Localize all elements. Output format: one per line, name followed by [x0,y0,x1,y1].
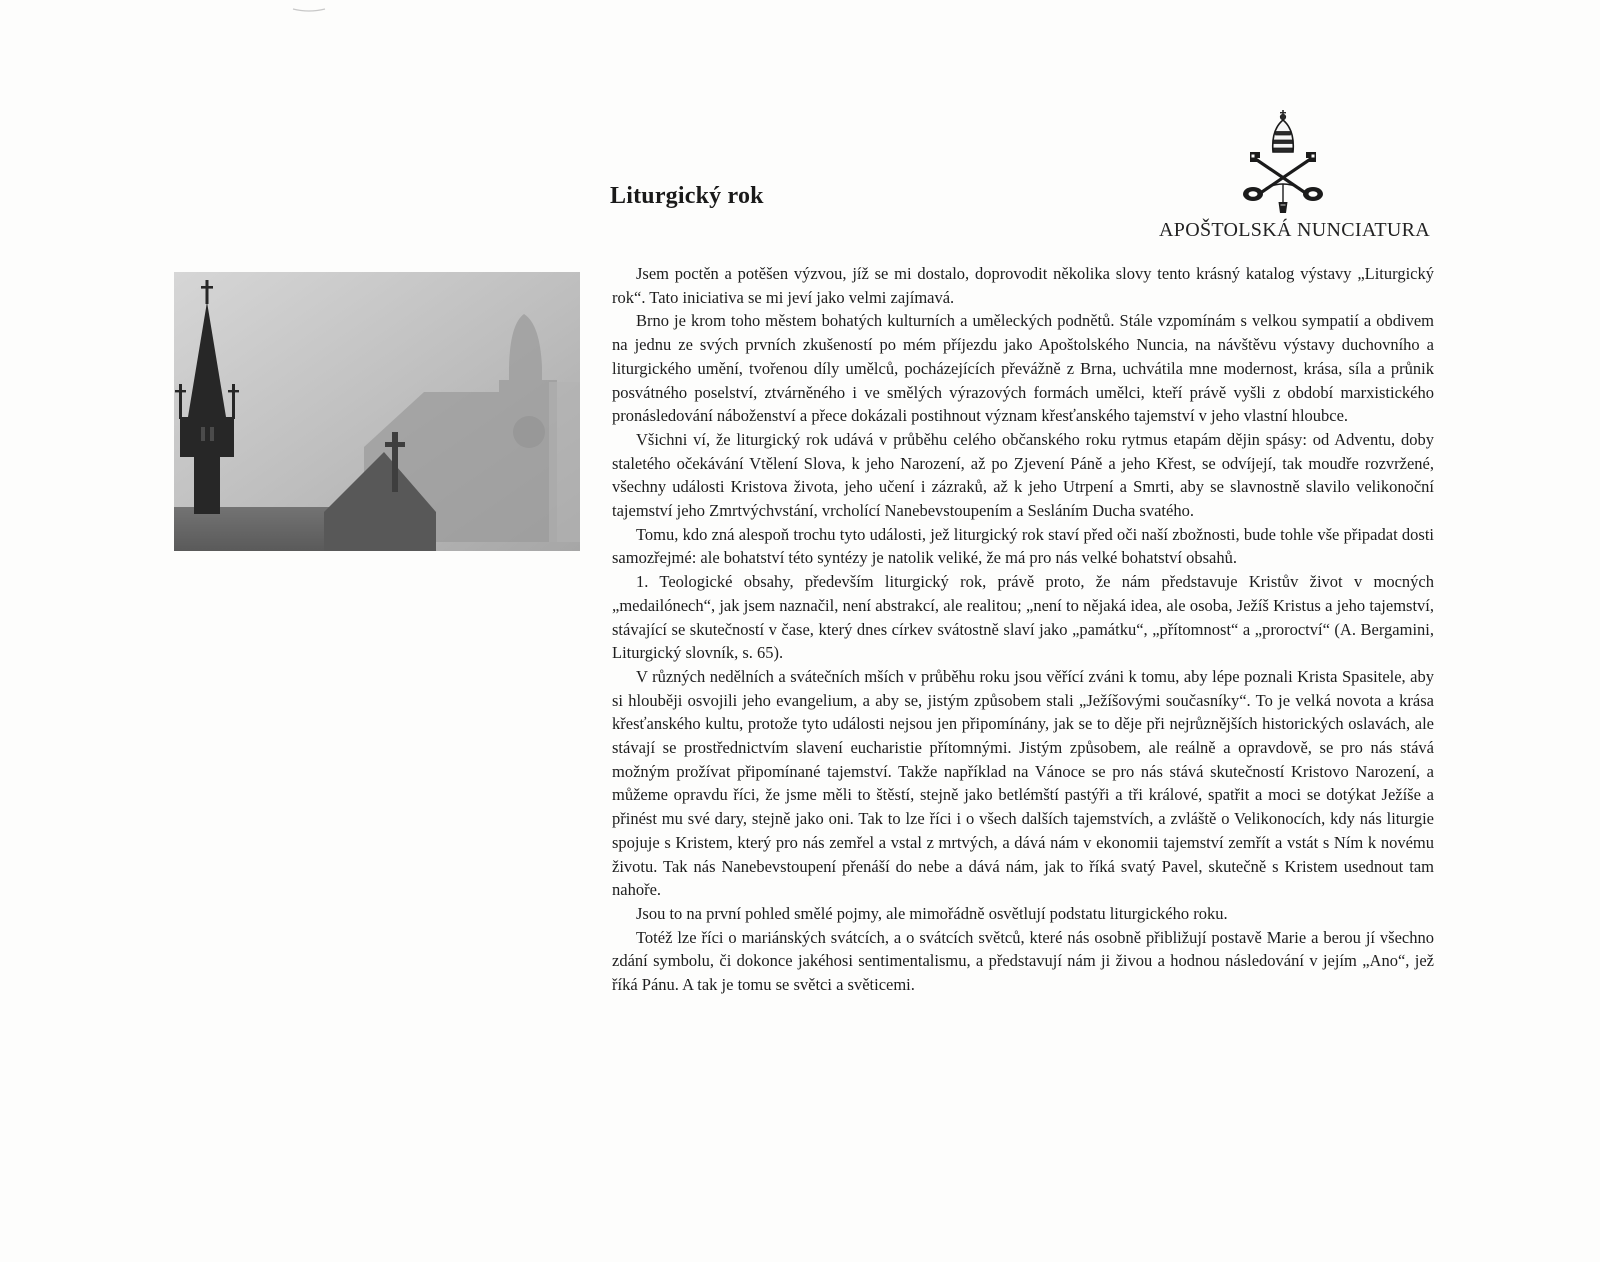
paragraph: Jsou to na první pohled smělé pojmy, ale mimořádně osvětlují podstatu liturgického roku. [636,903,1228,923]
scan-blemish [292,0,326,5]
church-spire-in-fog-photo [174,272,580,551]
page-title: Liturgický rok [610,183,764,209]
paragraph: Brno je krom toho městem bohatých kulturních a uměleckých podnětů. Stále vzpomínám s velkou sympatií a obdivem na jednu ze svých prvních zkušeností po mém příjezdu jako Apoštolského Nuncia, na návštěvu výstavy duchovního a liturgického umění, tvořenou díly umělců, pocházejících převážně z Brna, uchvátila mne modernost, krása, síla a průnik posvátného poselství, ztvárněného i ve smělých výrazových formách umělci, kteří právě vyšli z období marxistického pronásledování náboženství a přece dokázali postihnout význam křesťanského tajemství v jeho vlastní hloubce. [612,311,1434,426]
paragraph: Totéž lze říci o mariánských svátcích, a o svátcích světců, které nás osobně přibližují postavě Marie a berou jí všechno zdání symbolu, či dokonce jakéhosi sentimentalismu, a představují nám ji živou a hodnou následování v jejím „Ano“, jež říká Pánu. A tak je tomu se světci a světicemi. [612,927,1434,995]
papal-coat-of-arms-icon [1238,106,1328,214]
paragraph: Jsem poctěn a potěšen výzvou, jíž se mi dostalo, doprovodit několika slovy tento krásný katalog výstavy „Liturgický rok“. Tato iniciativa se mi jeví jako velmi zajímavá. [612,264,1434,307]
paragraph: Tomu, kdo zná alespoň trochu tyto události, jež liturgický rok staví před oči naší zbožnosti, bude tohle vše připadat dosti samozřejmé: ale bohatství této syntézy je natolik veliké, že má pro nás velké bohatství obsahů. [612,524,1434,568]
paragraph: V různých nedělních a svátečních mších v průběhu roku jsou věřící zváni k tomu, aby lépe poznali Krista Spasitele, aby si hlouběji osvojili jeho evangelium, a aby se, jistým způsobem stali „Ježíšovými současníky“. To je velká novota a krása křesťanského kultu, protože tyto události nejsou jen připomínány, jak se to děje při nejrůznějších historických oslavách, ale stávají se prostřednictvím slavení eucharistie přítomnými. Jistým způsobem, ale reálně a opravdově, se pro nás stává možným prožívat připomínané tajemství. Takže například na Vánoce se pro nás stává skutečností Kristovo Narození, a můžeme opravdu říci, že jsme měli to štěstí, stejně jako betlémští pastýři a tři králové, spatřit a moci se dotýkat Ježíše a přinést mu své dary, stejně jako oni. Tak to lze říci i o všech dalších tajemstvích, a zvláště o Velikonocích, kdy nás liturgie spojuje s Kristem, který pro nás zemřel a vstal z mrtvých, a dává nám v ekonomii tajemství zemřít a vstát s Ním k novému životu. Tak nás Nanebevstoupení přenáší do nebe a dává nám, jak to říká svatý Pavel, skutečně s Kristem usednout tam nahoře. [612,666,1434,900]
paragraph: 1. Teologické obsahy, především liturgický rok, právě proto, že nám představuje Kristův život v mocných „medailónech“, jak jsem naznačil, není abstrakcí, ale realitou; „není to nějaká idea, ale osoba, Ježíš Kristus a jeho tajemství, stávající se skutečností v čase, který dnes církev svátostně slaví jako „památku“, „přítomnost“ a „proroctví“ (A. Bergamini, Liturgický slovník, s. 65). [612,572,1434,663]
letterhead-institution: APOŠTOLSKÁ NUNCIATURA [1159,219,1430,241]
letter-body [612,262,1434,997]
paragraph: Všichni ví, že liturgický rok udává v průběhu celého občanského roku rytmus etapám dějin spásy: od Adventu, doby staletého očekávání Vtělení Slova, k jeho Narození, až po Zjevení Páně a jeho Křest, se odvíjejí, tak moudře rozvržené, všechny události Kristova života, jeho učení i zázraků, až k jeho Utrpení a Smrti, aby se slavnostně slavilo velikonoční tajemství jeho Zmrtvýchvstání, vrcholící Nanebevstoupením a Sesláním Ducha svatého. [612,429,1434,521]
